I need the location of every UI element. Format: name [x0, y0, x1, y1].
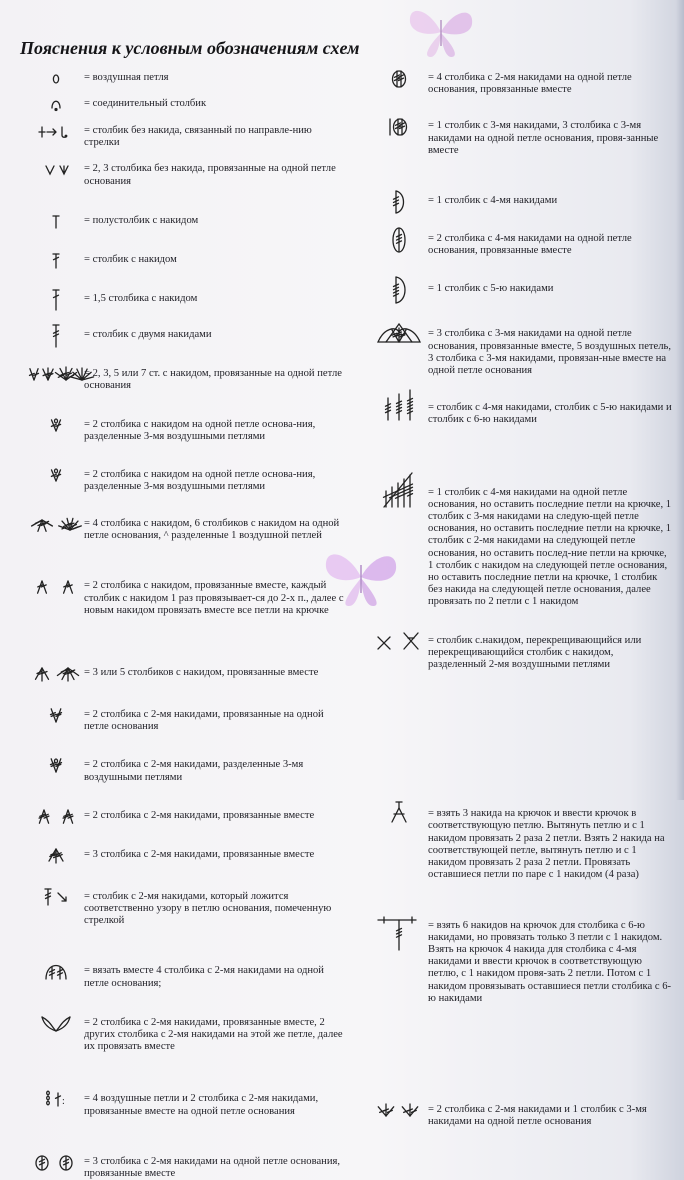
legend-item	[372, 1104, 672, 1128]
legend-item	[28, 810, 350, 824]
dc-v-chain-icon	[28, 419, 84, 433]
legend-description: = столбик с 4-мя накидами, столбик с 5-ю накидами и столбик с 6-ю накидами	[428, 402, 672, 426]
legend-item	[372, 120, 672, 157]
legend-description: = 1 столбик с 5-ю накидами	[428, 283, 554, 295]
crossed-stitch-icon	[372, 635, 428, 649]
treble-crochet-icon	[28, 329, 84, 343]
legend-description: = 1,5 столбика с накидом	[84, 292, 198, 304]
tall-stitches-icon	[372, 402, 428, 416]
legend-item	[372, 283, 672, 297]
legend-item	[28, 368, 350, 392]
butterfly-decoration-top	[404, 2, 478, 60]
tr-double-cluster-icon	[372, 1104, 428, 1118]
legend-item	[28, 891, 350, 928]
legend-description: = полустолбик с накидом	[84, 214, 199, 226]
double-crochet-icon	[28, 254, 84, 268]
one-and-half-dc-icon	[28, 293, 84, 307]
legend-description: = 1 столбик с 4-мя накидами на одной петле основания, но оставить последние петли на крючке, 1 столбик с 3-мя накидами на следую-щей петле основания, но оставить последние петли на крючке, 1 столбик с 2-мя накидами на следующей петле основания, но оставить послед-ние петли на крючке, 1 столбик с накидом на следующей петле основания, но оставить последние петли на крючке, 1 столбик без накида на следующей петле основания, далее провязать по 2 петли с 1 накидом	[428, 486, 672, 608]
page-title: Пояснения к условным обозначениям схем	[20, 38, 360, 58]
legend-item	[372, 635, 672, 672]
legend-description: = 1 столбик с 4-мя накидами	[428, 195, 558, 207]
legend-description: = 2 столбика с 4-мя накидами на одной петле основания, провязанные вместе	[428, 233, 632, 257]
legend-item	[28, 709, 350, 733]
tr-together-icon	[28, 810, 84, 824]
legend-item	[372, 328, 672, 377]
legend-item	[28, 329, 350, 343]
legend-description: = 1 столбик с 3-мя накидами, 3 столбика с 3-мя накидами на одной петле основания, провя-занные вместе	[428, 120, 659, 156]
legend-item	[28, 965, 350, 989]
legend-description: = взять 6 накидов на крючок для столбика с 6-ю накидами, но провязать только 3 петли с 1 накидом. Взять на крючок 4 накида для столбика с 4-мя накидами и ввести крючок в соответствующую петлю, с 1 накидом провя-зать 2 петли. Потом с 1 накидом провязывать оставшиеся петли столбика с 6-ю накидами	[428, 919, 672, 1004]
quad-treble-pair-icon	[372, 233, 428, 247]
legend-description: = 2 столбика с накидом, провязанные вместе, каждый столбик с накидом 1 раз провязывает-ся до 2-х п., далее с новым накидом провязать вместе все петли на крючке	[84, 580, 344, 616]
legend-item	[28, 215, 350, 229]
legend-item	[372, 920, 672, 1005]
legend-left-column	[28, 72, 350, 1180]
legend-item	[28, 1093, 350, 1117]
legend-description: = 4 столбика с накидом, 6 столбиков с накидом на одной петле основания, ^ разделенные 1 воздушной петлей	[84, 518, 340, 542]
legend-description: = соединительный столбик	[84, 98, 207, 109]
legend-item	[28, 1017, 350, 1054]
quint-treble-icon	[372, 283, 428, 297]
tr-v-icon	[28, 709, 84, 723]
legend-item	[28, 419, 350, 443]
legend-description: = 2 столбика с 2-мя накидами, разделенные 3-мя воздушными петлями	[84, 759, 304, 783]
legend-item	[372, 233, 672, 257]
legend-description: = 2, 3 столбика без накида, провязанные на одной петле основания	[84, 163, 336, 187]
legend-description: = 2 столбика с 2-мя накидами, провязанные вместе, 2 других столбика с 2-мя накидами на этой же петле, далее их провязать вместе	[84, 1016, 343, 1053]
legend-description: = 3 столбика с 3-мя накидами на одной петле основания, провязанные вместе, 5 воздушных петель, 3 столбика с 3-мя накидами, провязан-ные вместе на одной петле основания	[428, 328, 672, 377]
legend-item	[28, 98, 350, 112]
legend-item	[28, 469, 350, 493]
dc-decrease-fan-icon	[28, 667, 84, 681]
legend-item	[28, 518, 350, 542]
legend-item	[372, 808, 672, 881]
legend-description: = 2 столбика с 2-мя накидами, провязанные на одной петле основания	[84, 709, 324, 733]
legend-right-column	[372, 72, 672, 1128]
legend-description: = 4 столбика с 2-мя накидами на одной петле основания, провязанные вместе	[428, 72, 632, 96]
slip-stitch-icon	[28, 98, 84, 112]
legend-description: = столбик с двумя накидами	[84, 328, 212, 340]
legend-item	[28, 1156, 350, 1180]
legend-description: = 2 столбика с накидом на одной петле основа-ния, разделенные 3-мя воздушными петлями	[84, 468, 316, 492]
legend-description: = 3 столбика с 2-мя накидами, провязанные вместе	[84, 848, 315, 860]
legend-description: = 2, 3, 5 или 7 ст. с накидом, провязанные на одной петле основания	[84, 367, 342, 392]
quad-treble-icon	[372, 195, 428, 209]
legend-description: = 2 столбика с 2-мя накидами и 1 столбик с 3-мя накидами на одной петле основания	[428, 1103, 647, 1128]
legend-description: = 4 воздушные петли и 2 столбика с 2-мя накидами, провязанные вместе на одной петле основания	[84, 1093, 319, 1117]
legend-item	[372, 72, 672, 96]
tr-arrow-icon	[28, 891, 84, 905]
dc-fan-icon	[28, 518, 84, 532]
legend-description: = столбик с.накидом, перекрещивающийся или перекрещивающийся столбик с накидом, разделенный 2-мя воздушными петлями	[428, 634, 642, 671]
tr4-together-icon	[28, 965, 84, 979]
legend-description: = взять 3 накида на крючок и ввести крючок в соответствующую петлю. Вытянуть петлю и с 1 накидом провязать 2 раза 2 петли. Взять 2 накида на соответствующей петле, вытянуть петлю и с 1 накидом провязать 2 раза 2 петли. Провязать оставшиеся петли по паре с 1 накидом (4 раза)	[428, 808, 665, 881]
legend-description: = вязать вместе 4 столбика с 2-мя накидами на одной петле основания;	[84, 965, 324, 989]
legend-item	[28, 667, 350, 681]
dc-v-chain-icon	[28, 469, 84, 483]
legend-item	[372, 487, 672, 609]
tr-v-chain-icon	[28, 759, 84, 773]
chain-tr-icon	[28, 1093, 84, 1107]
sc-decrease-icon	[28, 163, 84, 177]
tr3-bobble-icon	[28, 1156, 84, 1170]
legend-description: = 2 столбика с 2-мя накидами, провязанные вместе	[84, 809, 315, 821]
y-stitch-icon	[372, 808, 428, 822]
tr3-together-icon	[28, 849, 84, 863]
tr4-bobble-icon	[372, 72, 428, 86]
legend-item	[28, 163, 350, 187]
legend-item	[28, 254, 350, 268]
legend-description: = столбик с накидом	[84, 253, 177, 265]
legend-item	[372, 195, 672, 209]
legend-item	[28, 72, 350, 86]
tr-leaf-icon	[28, 1017, 84, 1031]
dc-together-icon	[28, 580, 84, 594]
legend-description: = столбик без накида, связанный по направле-нию стрелки	[84, 125, 312, 149]
picot-cluster-icon	[372, 328, 428, 342]
legend-description: = 3 или 5 столбиков с накидом, провязанные вместе	[84, 667, 319, 679]
svg-text::: :	[62, 1096, 65, 1108]
single-crochet-direction-icon	[28, 125, 84, 139]
dc-clusters-icon	[28, 368, 84, 382]
page-edge-shadow	[676, 0, 684, 800]
legend-description: = 3 столбика с 2-мя накидами на одной петле основания, провязанные вместе	[84, 1155, 341, 1180]
legend-item	[372, 402, 672, 426]
legend-item	[28, 580, 350, 617]
legend-description: = 2 столбика с накидом на одной петле основа-ния, разделенные 3-мя воздушными петлями	[84, 419, 316, 443]
legend-item	[28, 759, 350, 783]
legend-description: = воздушная петля	[84, 72, 169, 83]
tr-tr3-bobble-icon	[372, 120, 428, 134]
chain-stitch-icon	[28, 72, 84, 86]
half-double-crochet-icon	[28, 215, 84, 229]
legend-item	[28, 125, 350, 149]
legend-item	[28, 849, 350, 863]
graduated-stitches-icon	[372, 487, 428, 501]
legend-description: = столбик с 2-мя накидами, который ложится соответственно узору в петлю основания, помеченную стрелкой	[84, 890, 332, 927]
legend-item	[28, 293, 350, 307]
t-stitch-icon	[372, 920, 428, 934]
